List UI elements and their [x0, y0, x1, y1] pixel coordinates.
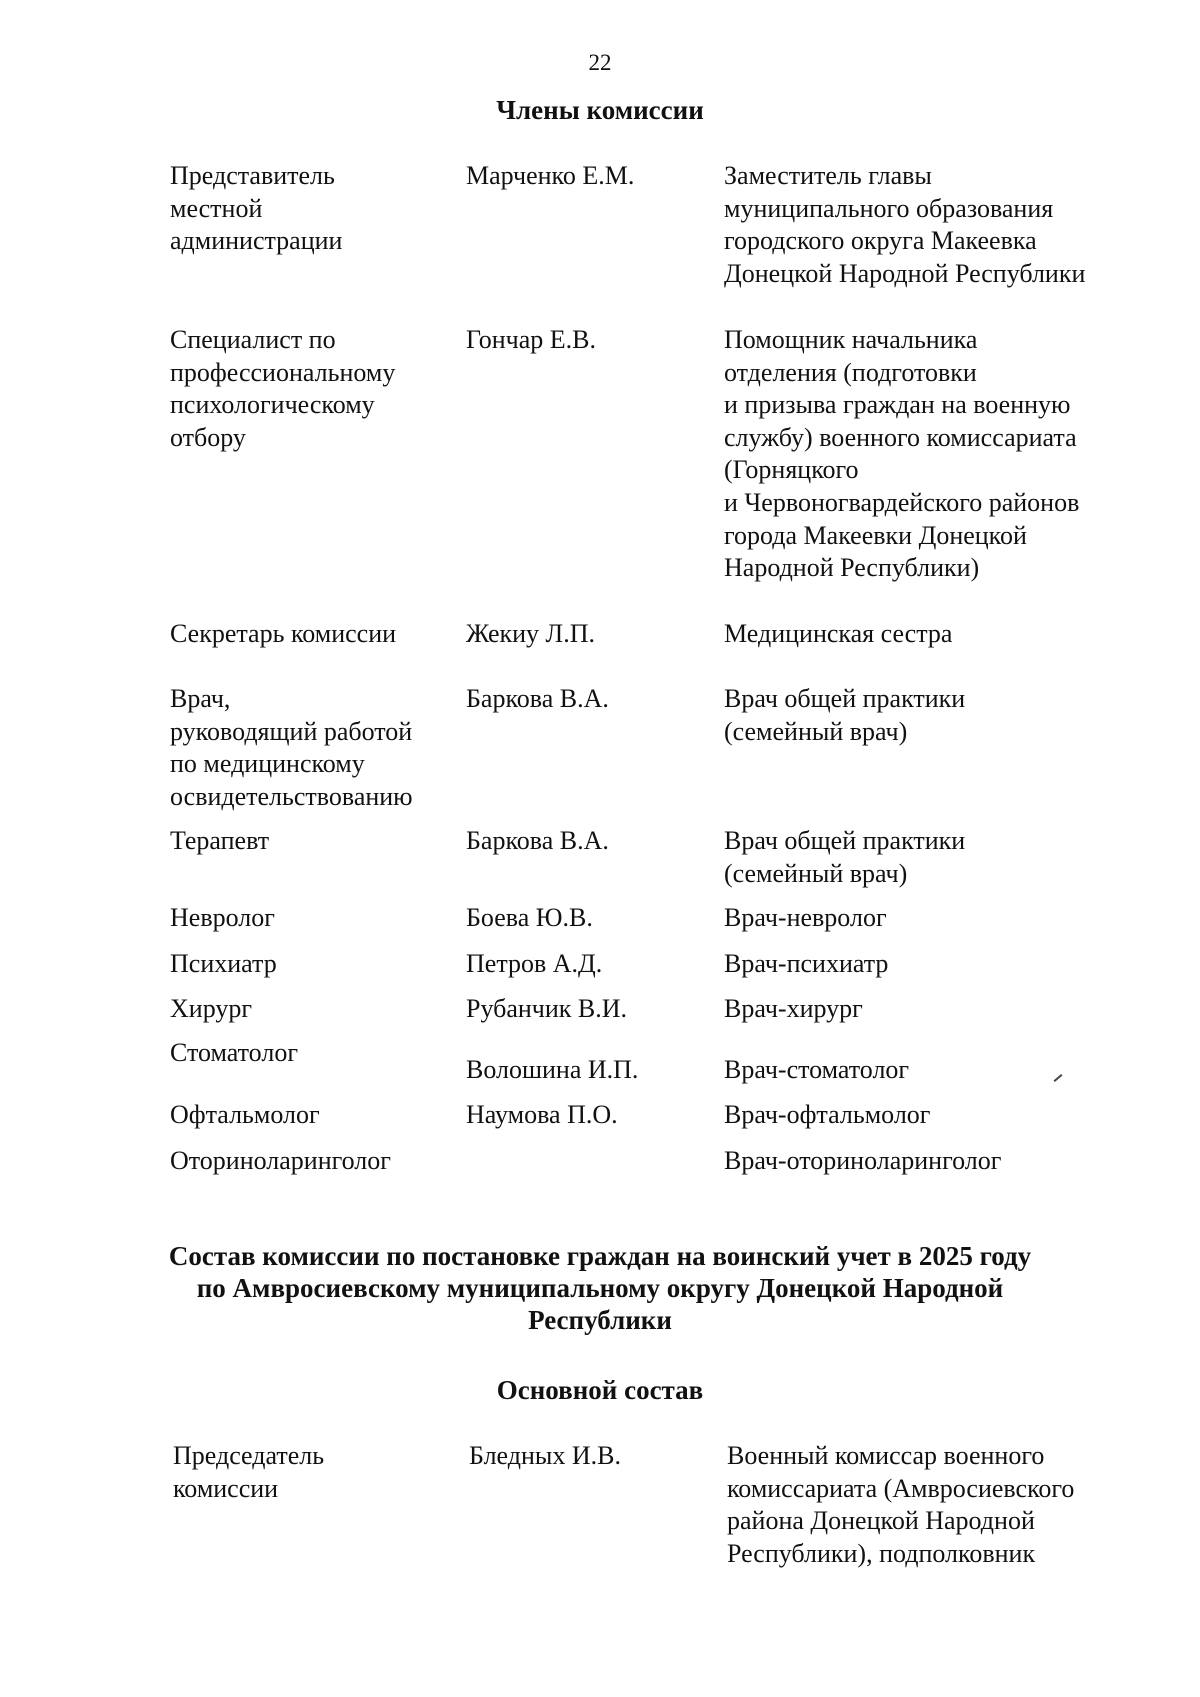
main-composition-heading: Основной состав — [496, 1375, 704, 1405]
member-position: Врач общей практики (семейный врач) — [724, 684, 966, 746]
member-name: Баркова В.А. — [466, 684, 609, 713]
member-position: Заместитель главы муниципального образования городского округа Макеевка Донецкой Народной Республики — [724, 161, 1086, 288]
member-name: Жекиу Л.П. — [466, 619, 595, 648]
member-name: Петров А.Д. — [466, 949, 603, 978]
member-name: Гончар Е.В. — [466, 325, 596, 354]
member-position: Врач-стоматолог — [724, 1055, 910, 1084]
member-name: Бледных И.В. — [469, 1441, 621, 1470]
member-role: Офтальмолог — [170, 1100, 320, 1129]
member-role: Невролог — [170, 903, 275, 932]
member-position: Врач-невролог — [724, 903, 887, 932]
section-title: Состав комиссии по постановке граждан на воинский учет в 2025 году по Амвросиевскому муниципальному округу Донецкой Народной Республики — [168, 1241, 1032, 1335]
members-heading: Члены комиссии — [496, 95, 704, 125]
member-position: Врач-психиатр — [724, 949, 889, 978]
member-name: Волошина И.П. — [466, 1055, 639, 1084]
member-name: Наумова П.О. — [466, 1100, 618, 1129]
member-role: Оториноларинголог — [170, 1146, 391, 1175]
member-position: Медицинская сестра — [724, 619, 953, 648]
member-position: Помощник начальника отделения (подготовки и призыва граждан на военную службу) военного комиссариата (Горняцкого и Червоногвардейского районов города Макеевки Донецкой Народной Республики) — [724, 325, 1080, 583]
member-position: Врач-офтальмолог — [724, 1100, 931, 1129]
member-position: Врач-оториноларинголог — [724, 1146, 1002, 1175]
member-role: Терапевт — [170, 826, 270, 855]
page-number: 22 — [588, 50, 612, 75]
member-position: Военный комиссар военного комиссариата (Амвросиевского района Донецкой Народной Республики), подполковник — [727, 1441, 1075, 1568]
member-position: Врач-хирург — [724, 994, 863, 1023]
member-name: Баркова В.А. — [466, 826, 609, 855]
member-role: Стоматолог — [170, 1038, 298, 1067]
member-role: Представитель местной администрации — [170, 161, 343, 256]
member-role: Психиатр — [170, 949, 277, 978]
member-role: Председатель комиссии — [173, 1441, 325, 1503]
member-name: Рубанчик В.И. — [466, 994, 628, 1023]
member-role: Специалист по профессиональному психологическому отбору — [170, 325, 396, 452]
member-name: Марченко Е.М. — [466, 161, 635, 190]
member-role: Секретарь комиссии — [170, 619, 397, 648]
member-name: Боева Ю.В. — [466, 903, 593, 932]
member-position: Врач общей практики (семейный врач) — [724, 826, 966, 888]
member-role: Врач, руководящий работой по медицинскому освидетельствованию — [170, 684, 413, 811]
member-role: Хирург — [170, 994, 253, 1023]
